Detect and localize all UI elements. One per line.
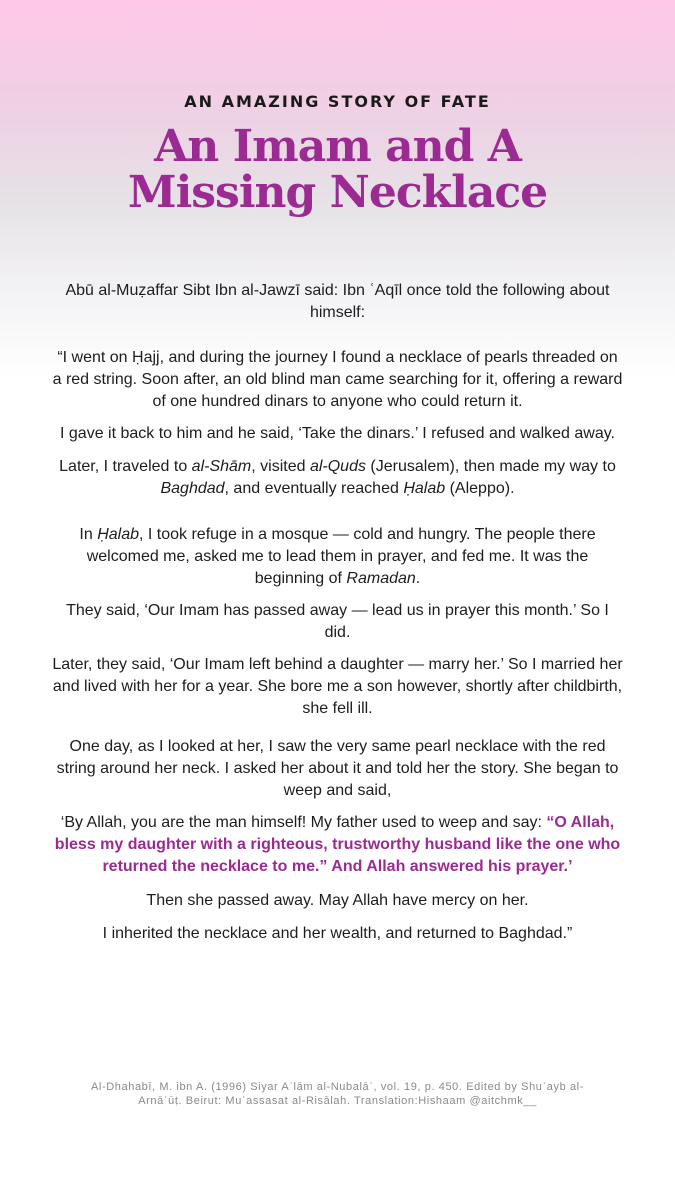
text-run: (Jerusalem), then made my way to xyxy=(365,458,616,475)
text-run: , I took refuge in a mosque — cold and hungry. The people there welcomed me, asked me to lead them in prayer, and fed me. It was the beginning of xyxy=(86,526,596,587)
place-name: Ḥalab xyxy=(97,526,139,543)
place-name: al-Shām xyxy=(191,458,252,475)
story-paragraph-passing: Then she passed away. May Allah have mercy on her. xyxy=(146,892,529,909)
story-paragraph-necklace: One day, as I looked at her, I saw the very same pearl necklace with the red string around her neck. I asked her about it and told her the story. She began to weep and said, xyxy=(56,738,619,799)
text-run: , and eventually reached xyxy=(224,480,404,497)
text-run: ‘By Allah, you are the man himself! My father used to weep and say: xyxy=(60,814,547,831)
page-title xyxy=(0,121,675,218)
story-body xyxy=(52,280,623,945)
story-paragraph-travels xyxy=(52,456,623,500)
place-name: Baghdad xyxy=(160,480,225,497)
place-name: al-Quds xyxy=(309,458,366,475)
text-run: Later, I traveled to xyxy=(59,458,192,475)
title-line-2: Missing Necklace xyxy=(127,167,548,218)
kicker-heading: AN AMAZING STORY OF FATE xyxy=(184,92,491,111)
citation: Al-Dhahabī, M. ibn A. (1996) Siyar Aʿlām al-Nubalāʾ, vol. 19, p. 450. Edited by Shuʿayb al-Arnāʾūṭ. Beirut: Muʾassasat al-Risālah. Translation:Hishaam @aitchmk__ xyxy=(91,1081,584,1107)
title-line-1: An Imam and A xyxy=(154,121,521,172)
text-run: , visited xyxy=(251,458,310,475)
story-paragraph-imam: They said, ‘Our Imam has passed away — lead us in prayer this month.’ So I did. xyxy=(66,602,609,641)
story-paragraph-revelation xyxy=(52,812,623,878)
text-run: (Aleppo). xyxy=(445,480,515,497)
story-paragraph-marriage: Later, they said, ‘Our Imam left behind a daughter — marry her.’ So I married her and lived with her for a year. She bore me a son however, shortly after childbirth, she fell ill. xyxy=(52,656,623,717)
month-name: Ramadan xyxy=(346,570,416,587)
story-paragraph-intro: Abū al-Muẓaffar Sibt Ibn al-Jawzī said: Ibn ʿAqīl once told the following about himself: xyxy=(65,282,610,321)
story-paragraph-mosque xyxy=(52,524,623,590)
text-run: . xyxy=(415,570,421,587)
highlighted-quote: “O Allah, bless my daughter with a righteous, trustworthy husband like the one who returned the necklace to me.” And Allah answered his prayer.’ xyxy=(54,814,621,875)
place-name: Ḥalab xyxy=(403,480,446,497)
story-paragraph-ending: I inherited the necklace and her wealth, and returned to Baghdad.” xyxy=(102,925,573,942)
story-paragraph-hajj: “I went on Ḥajj, and during the journey I found a necklace of pearls threaded on a red string. Soon after, an old blind man came searching for it, offering a reward of one hundred dinars to anyone who could return it. xyxy=(52,349,623,410)
story-paragraph-refusal: I gave it back to him and he said, ‘Take the dinars.’ I refused and walked away. xyxy=(60,425,615,442)
text-run: In xyxy=(79,526,98,543)
